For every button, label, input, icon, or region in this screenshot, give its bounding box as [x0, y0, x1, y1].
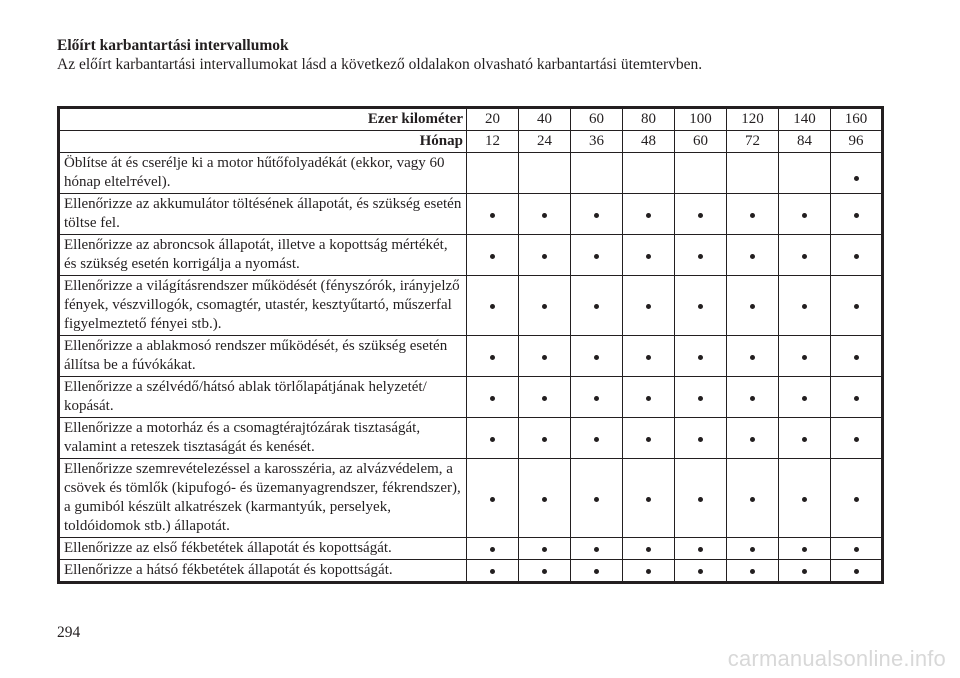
km-header-value: 120 [727, 108, 779, 131]
km-header-value: 140 [779, 108, 831, 131]
interval-cell [727, 336, 779, 377]
interval-cell [675, 538, 727, 560]
interval-cell [727, 153, 779, 194]
check-dot-icon [594, 396, 599, 401]
check-dot-icon [854, 213, 859, 218]
task-description: Ellenőrizze az abroncsok állapotát, illetve a kopottság mértékét, és szükség esetén korrigálja a nyomást. [59, 235, 467, 276]
interval-cell [467, 194, 519, 235]
check-dot-icon [490, 213, 495, 218]
check-dot-icon [750, 355, 755, 360]
km-header-value: 160 [831, 108, 883, 131]
check-dot-icon [490, 437, 495, 442]
check-dot-icon [490, 396, 495, 401]
check-dot-icon [854, 547, 859, 552]
check-dot-icon [802, 304, 807, 309]
interval-cell [467, 276, 519, 336]
check-dot-icon [802, 437, 807, 442]
interval-cell [571, 459, 623, 538]
table-row [59, 194, 883, 235]
check-dot-icon [542, 254, 547, 259]
month-header-label: Hónap [59, 131, 467, 153]
interval-cell [831, 235, 883, 276]
check-dot-icon [802, 355, 807, 360]
interval-cell [779, 459, 831, 538]
interval-cell [727, 560, 779, 583]
check-dot-icon [646, 254, 651, 259]
km-header-row [59, 108, 883, 131]
check-dot-icon [698, 547, 703, 552]
check-dot-icon [698, 254, 703, 259]
interval-cell [675, 418, 727, 459]
check-dot-icon [646, 355, 651, 360]
page-number: 294 [57, 624, 81, 641]
check-dot-icon [594, 437, 599, 442]
check-dot-icon [698, 437, 703, 442]
interval-cell [779, 418, 831, 459]
check-dot-icon [490, 304, 495, 309]
table-row [59, 377, 883, 418]
interval-cell [831, 560, 883, 583]
check-dot-icon [646, 569, 651, 574]
table-row [59, 235, 883, 276]
check-dot-icon [698, 569, 703, 574]
check-dot-icon [646, 497, 651, 502]
interval-cell [779, 336, 831, 377]
interval-cell [779, 538, 831, 560]
interval-cell [779, 194, 831, 235]
interval-cell [571, 418, 623, 459]
interval-cell [571, 377, 623, 418]
interval-cell [623, 235, 675, 276]
check-dot-icon [802, 497, 807, 502]
interval-cell [623, 377, 675, 418]
interval-cell [779, 560, 831, 583]
interval-cell [727, 377, 779, 418]
month-header-value: 48 [623, 131, 675, 153]
check-dot-icon [594, 213, 599, 218]
interval-cell [675, 459, 727, 538]
check-dot-icon [646, 304, 651, 309]
check-dot-icon [854, 355, 859, 360]
interval-cell [727, 276, 779, 336]
interval-cell [675, 336, 727, 377]
check-dot-icon [750, 396, 755, 401]
check-dot-icon [698, 304, 703, 309]
check-dot-icon [802, 569, 807, 574]
check-dot-icon [802, 547, 807, 552]
km-header-value: 80 [623, 108, 675, 131]
interval-cell [519, 377, 571, 418]
interval-cell [779, 276, 831, 336]
interval-cell [571, 194, 623, 235]
check-dot-icon [854, 254, 859, 259]
check-dot-icon [750, 213, 755, 218]
check-dot-icon [542, 437, 547, 442]
check-dot-icon [490, 547, 495, 552]
check-dot-icon [802, 213, 807, 218]
task-description: Ellenőrizze a ablakmosó rendszer működését, és szükség esetén állítsa be a fúvókákat. [59, 336, 467, 377]
interval-cell [831, 459, 883, 538]
table-row [59, 153, 883, 194]
check-dot-icon [750, 304, 755, 309]
interval-cell [831, 538, 883, 560]
check-dot-icon [542, 213, 547, 218]
month-header-value: 36 [571, 131, 623, 153]
check-dot-icon [594, 254, 599, 259]
interval-cell [675, 153, 727, 194]
task-description: Ellenőrizze a világításrendszer működését (fényszórók, irányjelző fények, vészvillogók, csomagtér, utastér, kesztyűtartó, műszerfal figyelmeztető fényei stb.). [59, 276, 467, 336]
task-description: Ellenőrizze a motorház és a csomagtérajtózárak tisztaságát, valamint a reteszek tisztaságát és kenését. [59, 418, 467, 459]
interval-cell [519, 418, 571, 459]
interval-cell [467, 459, 519, 538]
check-dot-icon [802, 396, 807, 401]
check-dot-icon [854, 304, 859, 309]
interval-cell [831, 276, 883, 336]
check-dot-icon [542, 304, 547, 309]
interval-cell [779, 377, 831, 418]
interval-cell [571, 153, 623, 194]
interval-cell [831, 153, 883, 194]
check-dot-icon [750, 437, 755, 442]
check-dot-icon [750, 497, 755, 502]
check-dot-icon [594, 497, 599, 502]
table-row [59, 538, 883, 560]
check-dot-icon [854, 437, 859, 442]
check-dot-icon [698, 396, 703, 401]
interval-cell [467, 377, 519, 418]
check-dot-icon [698, 213, 703, 218]
check-dot-icon [802, 254, 807, 259]
task-description: Ellenőrizze a szélvédő/hátsó ablak törlőlapátjának helyzetét/ kopását. [59, 377, 467, 418]
interval-cell [623, 276, 675, 336]
km-header-value: 20 [467, 108, 519, 131]
check-dot-icon [594, 355, 599, 360]
interval-cell [727, 235, 779, 276]
month-header-value: 12 [467, 131, 519, 153]
table-row [59, 276, 883, 336]
check-dot-icon [594, 304, 599, 309]
interval-cell [571, 276, 623, 336]
interval-cell [675, 194, 727, 235]
interval-cell [571, 235, 623, 276]
interval-cell [571, 560, 623, 583]
interval-cell [727, 418, 779, 459]
interval-cell [467, 336, 519, 377]
interval-cell [519, 153, 571, 194]
interval-cell [467, 153, 519, 194]
interval-cell [467, 235, 519, 276]
check-dot-icon [646, 396, 651, 401]
task-description: Öblítse át és cserélje ki a motor hűtőfolyadékát (ekkor, vagy 60 hónap eltelтével). [59, 153, 467, 194]
month-header-value: 84 [779, 131, 831, 153]
interval-cell [831, 194, 883, 235]
interval-cell [727, 459, 779, 538]
schedule-body [59, 153, 883, 583]
check-dot-icon [698, 497, 703, 502]
interval-cell [467, 538, 519, 560]
interval-cell [571, 336, 623, 377]
check-dot-icon [750, 254, 755, 259]
interval-cell [623, 459, 675, 538]
km-header-value: 100 [675, 108, 727, 131]
table-row [59, 336, 883, 377]
check-dot-icon [490, 355, 495, 360]
watermark-text: carmanualsonline.info [727, 646, 946, 671]
task-description: Ellenőrizze szemrevételezéssel a karosszéria, az alvázvédelem, a csövek és tömlők (kipufogó- és üzemanyagrendszer, fékrendszer), a gumiból készült alkatrészek (karmantyúk, perselyek, toldóidomok stb.) állapotát. [59, 459, 467, 538]
month-header-value: 24 [519, 131, 571, 153]
interval-cell [675, 560, 727, 583]
month-header-row [59, 131, 883, 153]
interval-cell [519, 538, 571, 560]
interval-cell [675, 276, 727, 336]
check-dot-icon [854, 497, 859, 502]
check-dot-icon [594, 569, 599, 574]
check-dot-icon [542, 396, 547, 401]
check-dot-icon [854, 176, 859, 181]
month-header-value: 72 [727, 131, 779, 153]
interval-cell [571, 538, 623, 560]
table-row [59, 459, 883, 538]
check-dot-icon [646, 437, 651, 442]
km-header-value: 40 [519, 108, 571, 131]
interval-cell [623, 153, 675, 194]
task-description: Ellenőrizze a hátsó fékbetétek állapotát és kopottságát. [59, 560, 467, 583]
interval-cell [779, 153, 831, 194]
interval-cell [675, 235, 727, 276]
check-dot-icon [542, 355, 547, 360]
km-header-value: 60 [571, 108, 623, 131]
check-dot-icon [854, 396, 859, 401]
month-header-value: 60 [675, 131, 727, 153]
interval-cell [467, 560, 519, 583]
table-row [59, 560, 883, 583]
check-dot-icon [490, 254, 495, 259]
interval-cell [623, 560, 675, 583]
interval-cell [519, 459, 571, 538]
task-description: Ellenőrizze az első fékbetétek állapotát és kopottságát. [59, 538, 467, 560]
task-description: Ellenőrizze az akkumulátor töltésének állapotát, és szükség esetén töltse fel. [59, 194, 467, 235]
interval-cell [623, 538, 675, 560]
check-dot-icon [646, 547, 651, 552]
interval-cell [519, 560, 571, 583]
check-dot-icon [750, 547, 755, 552]
check-dot-icon [646, 213, 651, 218]
check-dot-icon [594, 547, 599, 552]
table-row [59, 418, 883, 459]
interval-cell [623, 418, 675, 459]
interval-cell [675, 377, 727, 418]
check-dot-icon [490, 497, 495, 502]
interval-cell [467, 418, 519, 459]
maintenance-schedule-table [57, 106, 884, 584]
interval-cell [727, 194, 779, 235]
check-dot-icon [750, 569, 755, 574]
interval-cell [831, 418, 883, 459]
check-dot-icon [542, 547, 547, 552]
interval-cell [623, 194, 675, 235]
interval-cell [623, 336, 675, 377]
interval-cell [831, 336, 883, 377]
check-dot-icon [542, 569, 547, 574]
interval-cell [727, 538, 779, 560]
check-dot-icon [490, 569, 495, 574]
check-dot-icon [542, 497, 547, 502]
km-header-label: Ezer kilométer [59, 108, 467, 131]
interval-cell [831, 377, 883, 418]
interval-cell [519, 194, 571, 235]
intro-paragraph: Az előírt karbantartási intervallumokat lásd a következő oldalakon olvasható karbantartási ütemtervben. [57, 56, 703, 73]
interval-cell [779, 235, 831, 276]
check-dot-icon [854, 569, 859, 574]
interval-cell [519, 336, 571, 377]
interval-cell [519, 276, 571, 336]
month-header-value: 96 [831, 131, 883, 153]
check-dot-icon [698, 355, 703, 360]
section-heading: Előírt karbantartási intervallumok [57, 37, 289, 54]
interval-cell [519, 235, 571, 276]
